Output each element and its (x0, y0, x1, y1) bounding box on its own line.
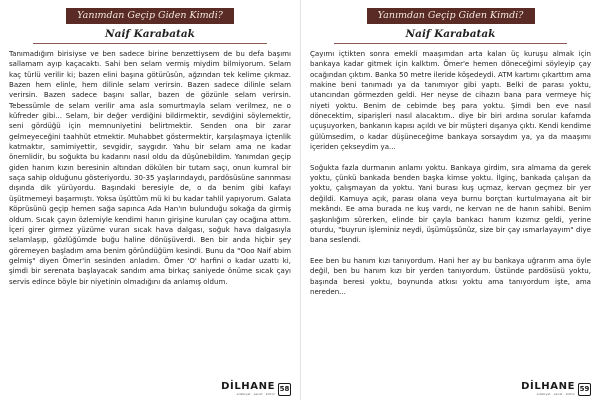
magazine-footer (221, 382, 291, 396)
author-name: Naif Karabatak (105, 28, 195, 40)
logo-tagline: edebiyat · sanat · kültür (536, 392, 575, 396)
body-paragraph: Soğukta fazla durmanın anlamı yoktu. Bankaya girdim, sıra almama da gerek yoktu, çünkü bankada benden başka kimse yoktu. İlginç, bankada çalışan da yoktu, çalışmayan da yoktu. Yani burası kuş uçmaz, kervan geçmez bir yer değildi. Kamuya açık, parası olana veya burnu borçtan kurtulmayana ait bir mekândı. Ee ama burada ne kuş vardı, ne kervan ne de hanın sahibi. Benim şaşkınlığım sürerken, elinde bir çayla bankacı hanım kızımız geldi, yerine oturdu, "buyrun işleminiz neydi, üşümüşsünüz, size bir çay ısmarlayayım" diye bana seslendi. (310, 162, 591, 245)
magazine-logo (521, 382, 575, 396)
magazine-logo (221, 382, 275, 396)
title-divider (334, 43, 567, 44)
article-title-banner: Yanımdan Geçip Giden Kimdi? (367, 8, 535, 24)
page-number: 58 (278, 383, 291, 396)
body-paragraph: Tanımadığım birisiyse ve ben sadece birine benzettiysem de bu defa başımı sallamam ayıp kaçacaktı. Sahi ben selam vermiş miydim bilmiyorum. Selam kaç türlü verilir ki; bazen elini başına götürüsün, ağzından tek kelime çıkmaz. Bazen hem elinle, hem dilinle selam verirsin. Bazen sadece dilinle selam verirsin. Bazen sadece başını sallar, bazen de gözünle selam verirsin. Tebessümle de selam verilir ama asla somurtmayla selam verilmez, ne o küfreder gibi... Selam, bir değer verdiğini bildirmektir, sevdiğini söylemektir, seni gördüğü için memnuniyetini belirtmektir. Senden ona bir zarar gelmeyeceğini taahhüt etmektir. Muhabbet göstermektir, karşılaşmaya içtenlik katmaktır, samimiyettir, sevgidir, saygıdır. Yahu bir selam ama ne kadar önemlidir, bu soğukta bu kadarını nasıl oldu da düşünebildim. Yanımdan geçip giden hanım kızın beresinin altından dökülen bir tutam saçı, onun kumral bir saça sahip olduğunu gösteriyordu. 30-35 yaşlarındaydı, pardösüsüne sarınması dışında dik yürüyordu. Başındaki beresiyle de, o da benim gibi kafayı üşütmemeyi başarmıştı. Yoksa üşüttüm mü ki bu kadar tahlil yapıyorum. Galata Köprüsünü geçip hemen sağa sapınca Ada Han'ın bulunduğu sokağa da girmiş oldum. Sıcak çayın özlemiyle kendimi hanın girişine kurulan çay ocağına attım. İçeri girer girmez yüzüme vuran sıcak hava dalgası, soğuk hava dalgasıyla selamlaşıp, gözlüğümde buğu haline dönüşüverdi. Ben bir anda hiçbir şey göremeyen başladım ama benim göründüğüm kesindi. Bunu da "Ooo Naif abim gelmiş" diyen Ömer'in sesinden anladım. Ömer 'O' harfini o kadar uzattı ki, şimdi bir serenata başlayacak sandım ama birkaç saniyede önüme sıcak çayı servis edince böyle bir niyetinin olmadığını da anlamış oldum. (9, 49, 291, 286)
logo-wordmark: DİLHANE (221, 381, 275, 392)
article-title-banner: Yanımdan Geçip Giden Kimdi? (66, 8, 234, 24)
article-body (310, 49, 591, 297)
article-body (9, 49, 291, 287)
magazine-footer (521, 382, 591, 396)
right-page (300, 0, 600, 400)
logo-tagline: edebiyat · sanat · kültür (236, 392, 275, 396)
author-name: Naif Karabatak (405, 28, 496, 40)
page-number: 59 (578, 383, 591, 396)
logo-wordmark: DİLHANE (521, 381, 575, 392)
title-divider (33, 43, 267, 44)
body-paragraph: Çayımı içtikten sonra emekli maaşımdan arta kalan üç kuruşu almak için bankaya kadar gitmek için kalktım. Ömer'e hemen döneceğimi söyleyip çay ocağından çıktım. Banka 50 metre ileride köşedeydi. ATM kartımı çıkarttım ama makine beni tanımadı ya da tanımıyor gibi yaptı. Belki de parası yoktu, utancından görmezden geldi. Her neyse de cihazın bana para vermeye hiç niyeti yoktu. Benim de cebimde beş para yoktu. Şimdi ben eve nasıl dönecektim, siparişleri nasıl alacaktım.. diye bir biri ardına sorular kafamda uçuşuyorken, bankanın kapısı açıldı ve bir müşteri dışarıya çıktı. Kendi kendime gülümsedim, o kadar düşüneceğime bankaya sorsaydım ya, ya da maaşımı içeriden çekseydim ya... (310, 49, 591, 152)
body-paragraph: Eee ben bu hanım kızı tanıyordum. Hani her ay bu bankaya uğrarım ama öyle değil, ben bu hanım kızı bir yerden tanıyordum. Üstünde pardösüsü yoktu, başında beresi yoktu, boynunda atkısı yoktu ama tanıyordum işte, ama nereden... (310, 255, 591, 296)
